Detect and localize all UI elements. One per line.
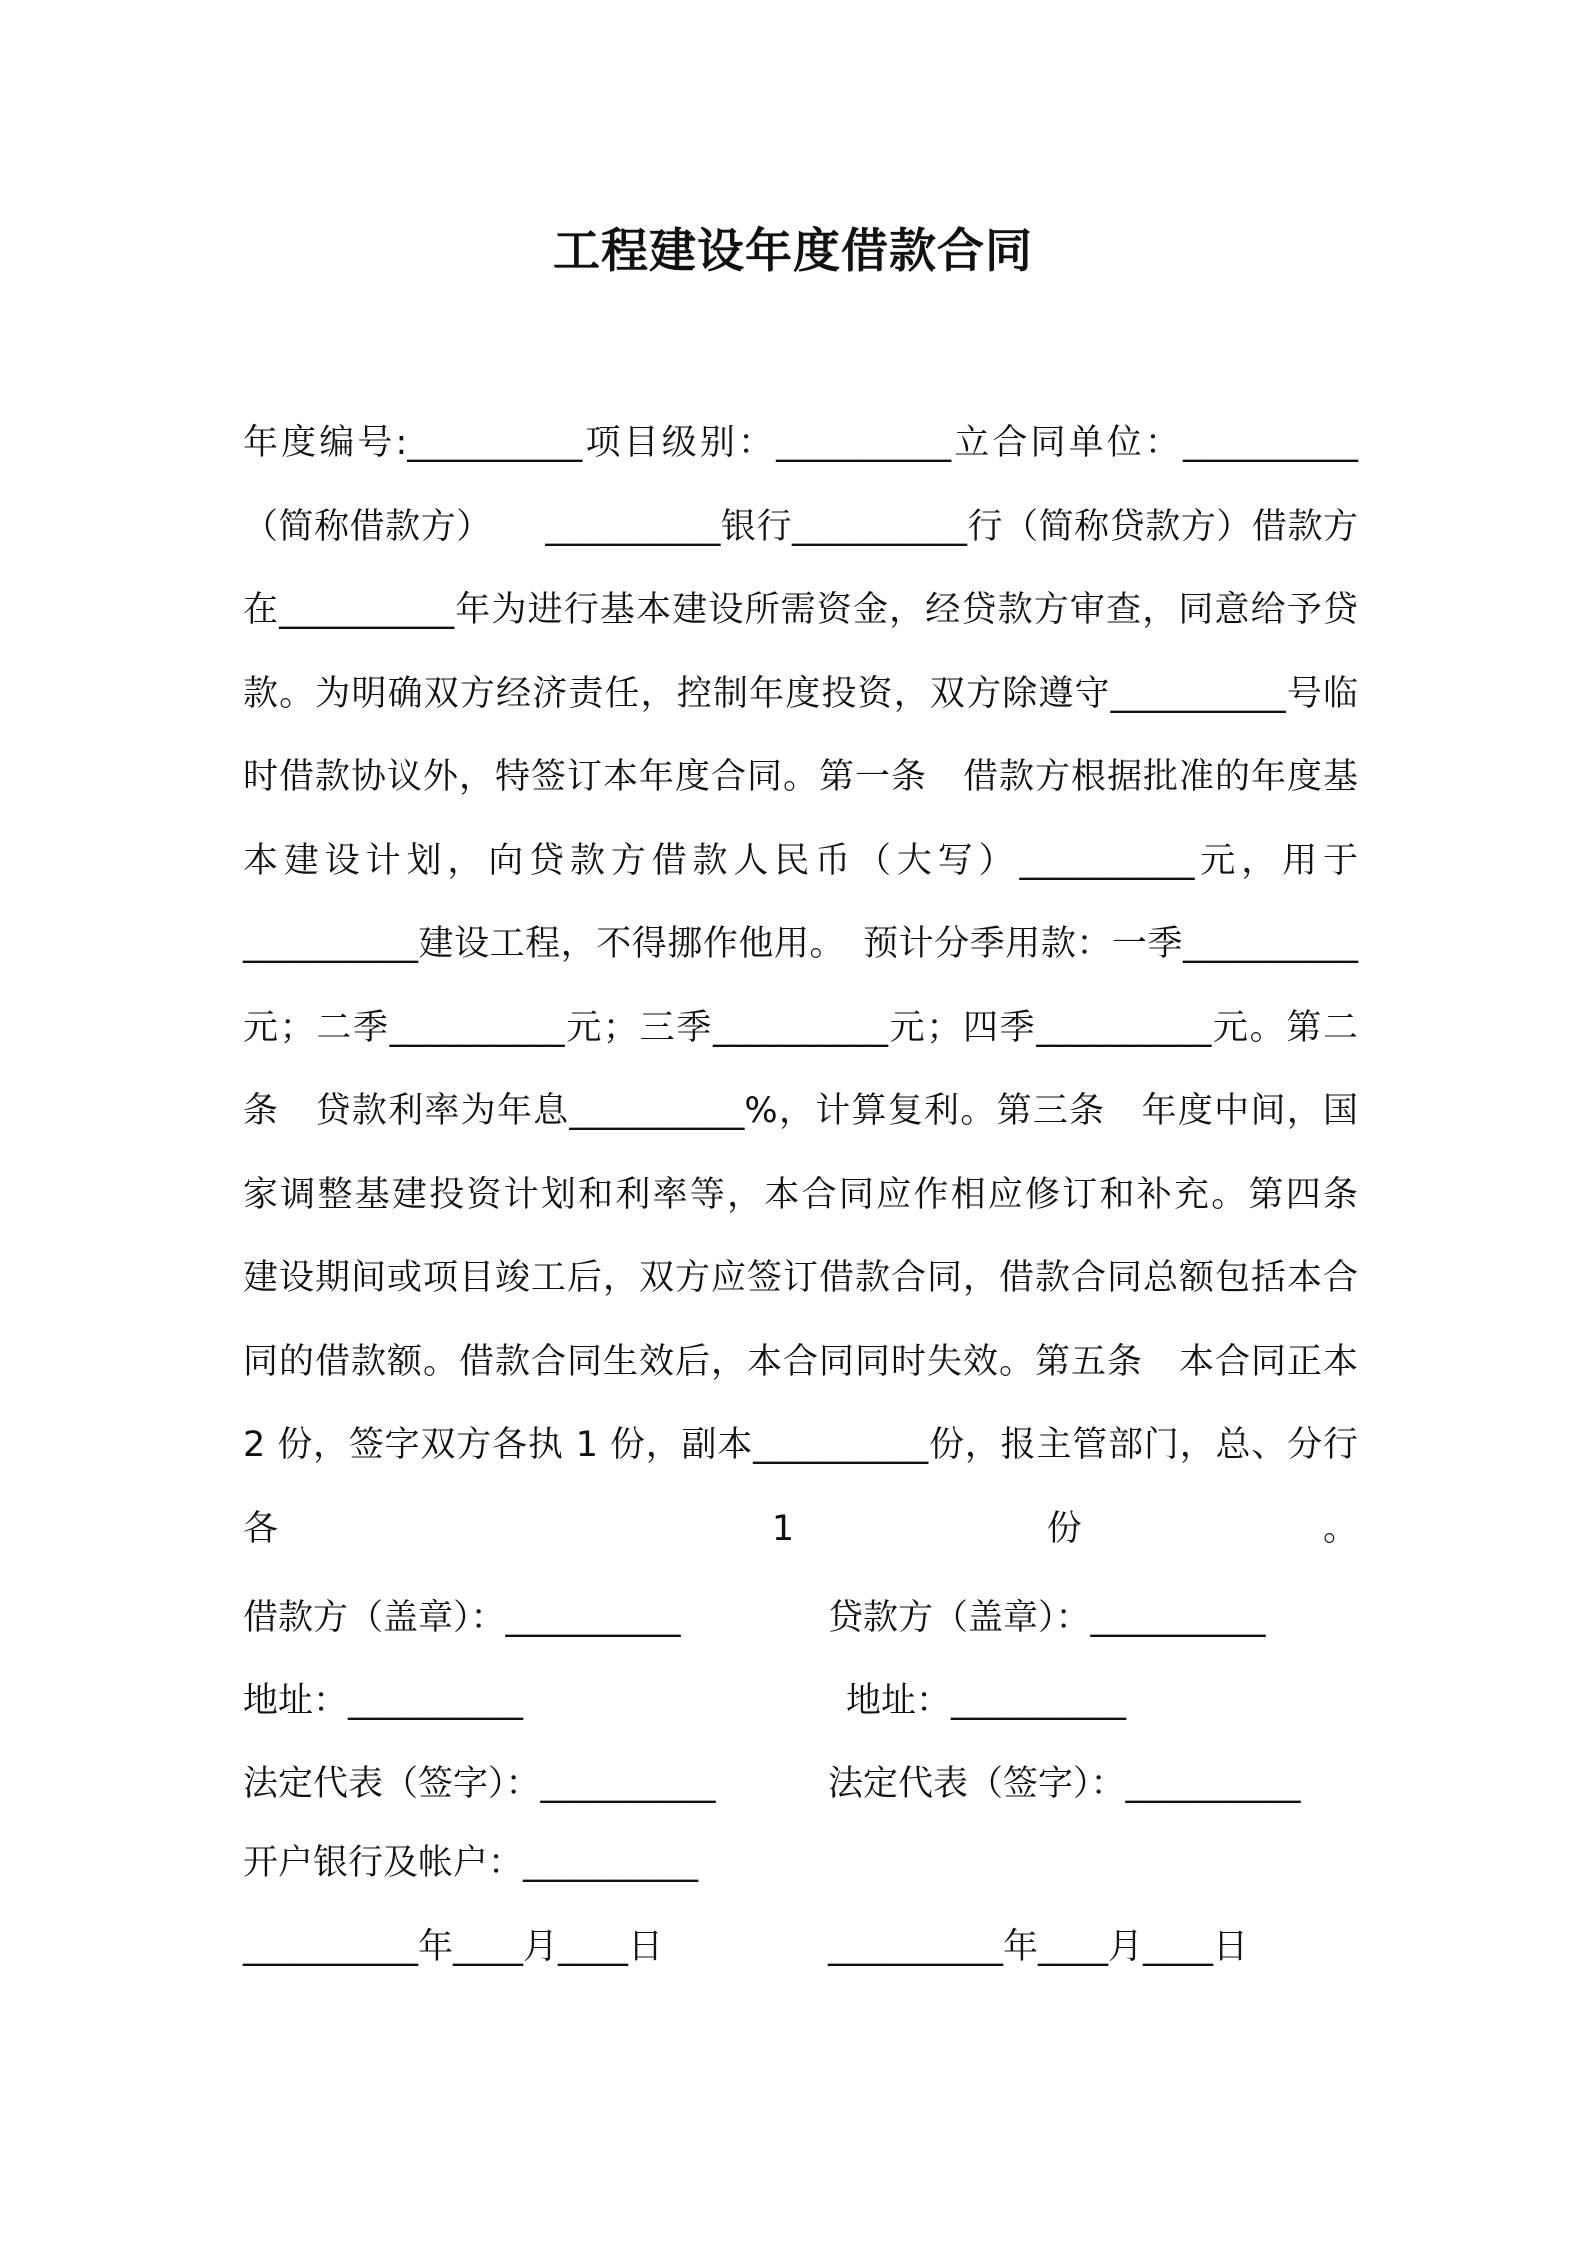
borrower-seal-field: 借款方（盖章）：__________ xyxy=(243,1598,681,1638)
borrower-representative-field: 法定代表（签字）：__________ xyxy=(243,1764,716,1804)
bank-account-field: 开户银行及帐户：__________ xyxy=(243,1843,699,1883)
document-title: 工程建设年度借款合同 xyxy=(553,224,1033,279)
borrower-address-field: 地址：__________ xyxy=(243,1681,524,1721)
contract-body: 年度编号:__________项目级别：__________立合同单位：__________（简称借款方） __________银行__________行（简称贷款方）借款方在__________年为进行基本建设所需资金，经贷款方审查，同意给予贷款。为明确双方经济责任，控制年度投资，双方除遵守__________号临时借款协议外，特签订本年度合同。第一条 借款方根据批准的年度基本建设计划，向贷款方借款人民币（大写）__________元，用于__________建设工程，不得挪作他用。 预计分季用款：一季__________元；二季__________元；三季__________元；四季__________元。第二条 贷款利率为年息__________%，计算复利。第三条 年度中间，国家调整基建投资计划和利率等，本合同应作相应修订和补充。第四条 建设期间或项目竣工后，双方应签订借款合同，借款合同总额包括本合同的借款额。借款合同生效后，本合同同时失效。第五条 本合同正本 2 份，签字双方各执 1 份，副本__________份，报主管部门，总、分行各 1 份。 xyxy=(243,423,1394,1549)
lender-address-field: 地址：__________ xyxy=(846,1681,1127,1721)
borrower-date-field: __________年____月____日 xyxy=(243,1927,664,1967)
lender-seal-field: 贷款方（盖章）：__________ xyxy=(828,1598,1266,1638)
lender-representative-field: 法定代表（签字）：__________ xyxy=(828,1764,1301,1804)
lender-date-field: __________年____月____日 xyxy=(828,1927,1249,1967)
